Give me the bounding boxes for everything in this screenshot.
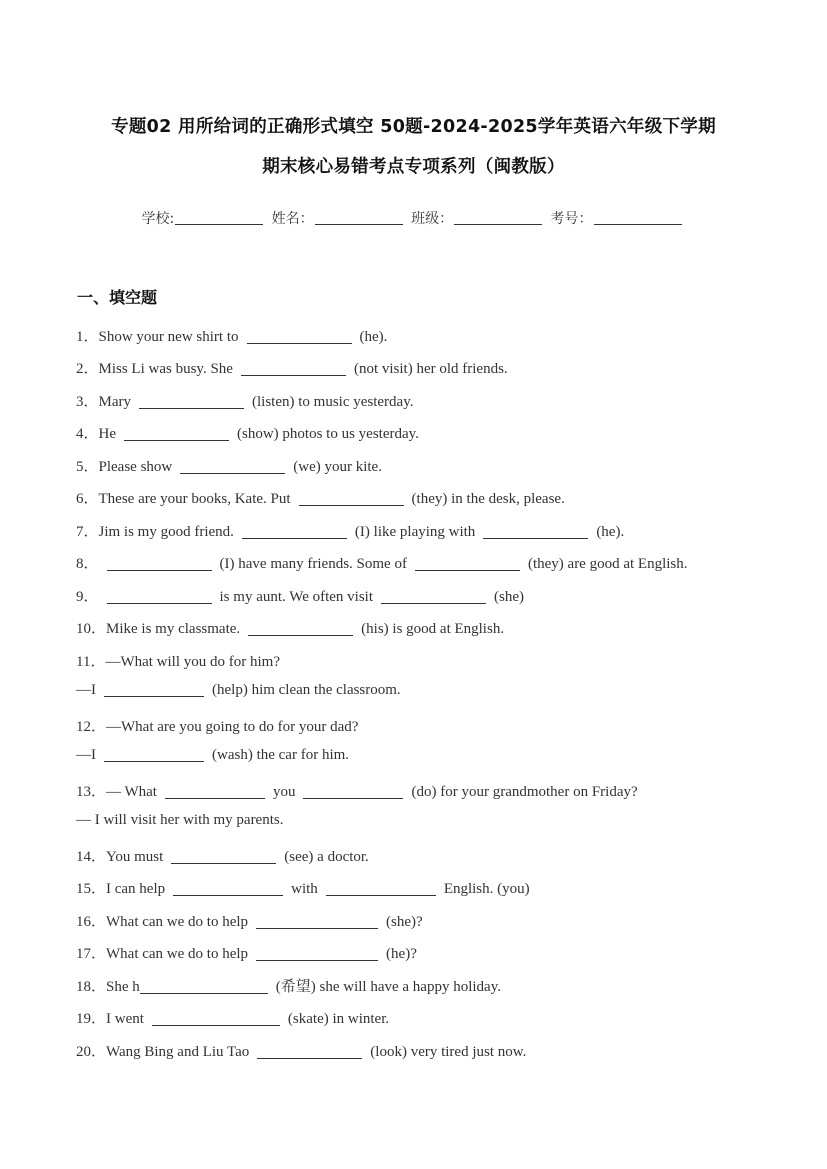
- answer-blank[interactable]: [303, 784, 403, 799]
- answer-blank[interactable]: [256, 946, 378, 961]
- answer-blank[interactable]: [415, 556, 520, 571]
- question-10: 10．Mike is my classmate. (his) is good at English.: [76, 621, 505, 637]
- question-6: 6．These are your books, Kate. Put (they) in the desk, please.: [76, 491, 565, 507]
- document-title-line2: 期末核心易错考点专项系列（闽教版）: [262, 157, 565, 177]
- question-12-answer: —I (wash) the car for him.: [76, 747, 350, 763]
- answer-blank[interactable]: [247, 329, 352, 344]
- class-label: 班级：: [411, 211, 454, 227]
- school-label: 学校:: [141, 211, 175, 227]
- question-11-answer: —I (help) him clean the classroom.: [76, 682, 401, 698]
- answer-blank[interactable]: [326, 881, 436, 896]
- question-18: 18．She h (希望) she will have a happy holiday.: [76, 979, 501, 995]
- question-11: 11．—What will you do for him?: [76, 654, 280, 670]
- answer-blank[interactable]: [140, 979, 268, 994]
- question-1: 1．Show your new shirt to (he).: [76, 329, 388, 345]
- question-12: 12．—What are you going to do for your dad?: [76, 719, 359, 735]
- question-7: 7．Jim is my good friend. (I) like playing with (he).: [76, 524, 625, 540]
- question-8: 8． (I) have many friends. Some of (they) are good at English.: [76, 556, 688, 572]
- section-title: 一、填空题: [77, 288, 158, 307]
- answer-blank[interactable]: [104, 747, 204, 762]
- answer-blank[interactable]: [139, 394, 244, 409]
- name-label: 姓名：: [271, 211, 314, 227]
- answer-blank[interactable]: [104, 682, 204, 697]
- name-blank[interactable]: [315, 209, 403, 225]
- answer-blank[interactable]: [257, 1044, 362, 1059]
- question-19: 19．I went (skate) in winter.: [76, 1011, 390, 1027]
- question-5: 5．Please show (we) your kite.: [76, 459, 382, 475]
- question-3: 3．Mary (listen) to music yesterday.: [76, 394, 414, 410]
- question-2: 2．Miss Li was busy. She (not visit) her old friends.: [76, 361, 508, 377]
- number-blank[interactable]: [594, 209, 682, 225]
- question-20: 20．Wang Bing and Liu Tao (look) very tired just now.: [76, 1044, 527, 1060]
- class-blank[interactable]: [454, 209, 542, 225]
- answer-blank[interactable]: [124, 426, 229, 441]
- question-13: 13．— What you (do) for your grandmother on Friday?: [76, 784, 638, 800]
- question-13-answer: — I will visit her with my parents.: [76, 812, 284, 828]
- answer-blank[interactable]: [107, 589, 212, 604]
- answer-blank[interactable]: [152, 1011, 280, 1026]
- question-16: 16．What can we do to help (she)?: [76, 914, 423, 930]
- answer-blank[interactable]: [381, 589, 486, 604]
- answer-blank[interactable]: [180, 459, 285, 474]
- question-14: 14．You must (see) a doctor.: [76, 849, 369, 865]
- number-label: 考号：: [550, 211, 593, 227]
- answer-blank[interactable]: [107, 556, 212, 571]
- question-9: 9． is my aunt. We often visit (she): [76, 589, 525, 605]
- answer-blank[interactable]: [173, 881, 283, 896]
- student-info-row: [0, 208, 827, 228]
- answer-blank[interactable]: [483, 524, 588, 539]
- answer-blank[interactable]: [248, 621, 353, 636]
- answer-blank[interactable]: [242, 524, 347, 539]
- question-17: 17．What can we do to help (he)?: [76, 946, 417, 962]
- document-title-line1: 专题02 用所给词的正确形式填空 50题-2024-2025学年英语六年级下学期: [111, 117, 716, 137]
- answer-blank[interactable]: [171, 849, 276, 864]
- question-4: 4．He (show) photos to us yesterday.: [76, 426, 419, 442]
- question-15: 15．I can help with English. (you): [76, 881, 530, 897]
- school-blank[interactable]: [175, 209, 263, 225]
- answer-blank[interactable]: [256, 914, 378, 929]
- answer-blank[interactable]: [165, 784, 265, 799]
- answer-blank[interactable]: [241, 361, 346, 376]
- answer-blank[interactable]: [299, 491, 404, 506]
